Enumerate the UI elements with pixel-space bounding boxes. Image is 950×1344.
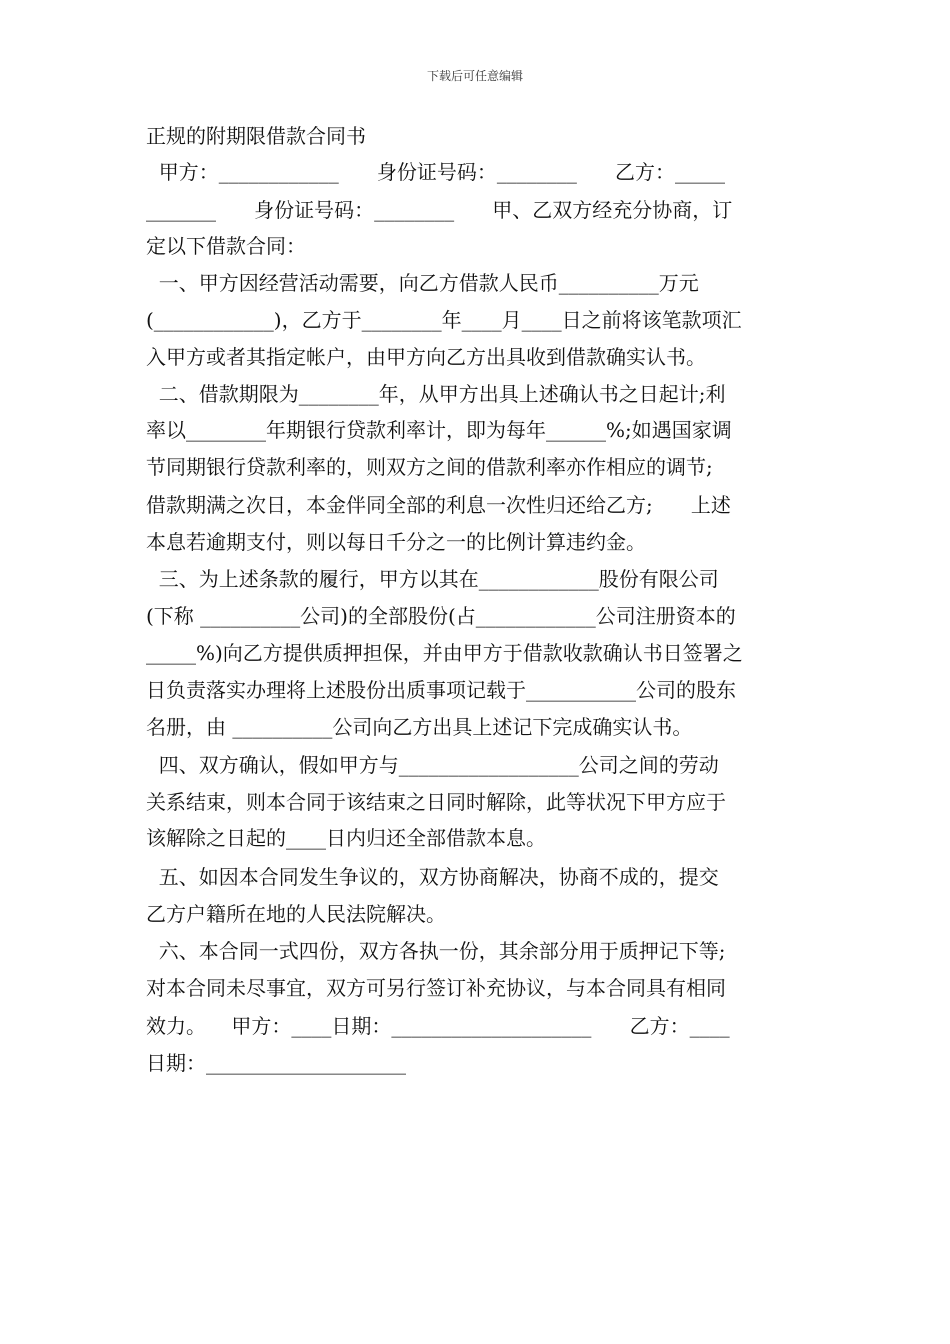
contract-line: 对本合同未尽事宜，双方可另行签订补充协议，与本合同具有相同: [146, 976, 726, 1000]
contract-line: 名册，由 __________公司向乙方出具上述记下完成确实认书。: [146, 715, 693, 739]
signature-line: 效力。 甲方：____日期：____________________ 乙方：____: [146, 1014, 730, 1038]
contract-line: 乙方户籍所在地的人民法院解决。: [146, 902, 446, 926]
contract-line: _______ 身份证号码：________ 甲、乙双方经充分协商，订: [146, 198, 733, 222]
contract-line: 一、甲方因经营活动需要，向乙方借款人民币__________万元: [146, 271, 699, 295]
contract-line: 甲方：____________ 身份证号码：________ 乙方：_____: [146, 160, 726, 184]
contract-line: 定以下借款合同：: [146, 234, 306, 258]
contract-line: (____________)，乙方于________年____月____日之前将该笔款项汇: [146, 308, 742, 332]
contract-line: 节同期银行贷款利率的，则双方之间的借款利率亦作相应的调节;: [146, 455, 713, 479]
contract-line: 本息若逾期支付，则以每日千分之一的比例计算违约金。: [146, 530, 646, 554]
header-note: 下载后可任意编辑: [426, 69, 523, 83]
contract-line: 该解除之日起的____日内归还全部借款本息。: [146, 826, 546, 850]
contract-line: 入甲方或者其指定帐户，由甲方向乙方出具收到借款确实认书。: [146, 345, 706, 369]
contract-line: 六、本合同一式四份，双方各执一份，其余部分用于质押记下等;: [146, 939, 726, 963]
contract-line: _____%)向乙方提供质押担保，并由甲方于借款收款确认书日签署之: [146, 641, 743, 665]
contract-line: 率以________年期银行贷款利率计，即为每年______%;如遇国家调: [146, 418, 732, 442]
document-title: 正规的附期限借款合同书: [146, 124, 366, 148]
contract-line: 三、为上述条款的履行，甲方以其在____________股份有限公司: [146, 567, 719, 591]
contract-line: 五、如因本合同发生争议的，双方协商解决，协商不成的，提交: [146, 865, 719, 889]
contract-line: 借款期满之次日，本金伴同全部的利息一次性归还给乙方; 上述: [146, 493, 731, 517]
contract-line: 关系结束，则本合同于该结束之日同时解除，此等状况下甲方应于: [146, 790, 726, 814]
contract-line: 日负责落实办理将上述股份出质事项记载于___________公司的股东: [146, 678, 736, 702]
contract-line: 二、借款期限为________年，从甲方出具上述确认书之日起计;利: [146, 382, 726, 406]
contract-line: (下称 __________公司)的全部股份(占____________公司注册资本的: [146, 604, 736, 628]
signature-date-line: 日期：____________________: [146, 1051, 406, 1075]
contract-line: 四、双方确认，假如甲方与__________________公司之间的劳动: [146, 753, 719, 777]
